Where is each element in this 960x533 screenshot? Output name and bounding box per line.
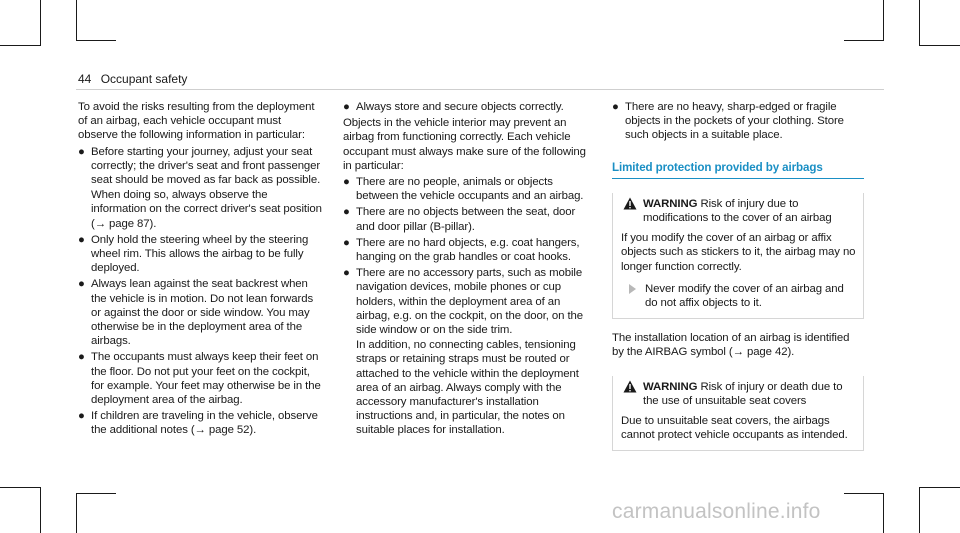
bullet-icon: ●: [78, 233, 85, 246]
bullet-list: [612, 100, 864, 143]
watermark: carmanualsonline.info: [612, 500, 821, 523]
bullet-icon: ●: [78, 278, 85, 291]
list-item: ● There are no people, animals or objects between the vehicle occupants and an airbag.: [343, 176, 584, 203]
body-paragraph: The installation location of an airbag is identified by the AIRBAG symbol (→ page 42).: [612, 332, 850, 359]
warning-box: [612, 193, 864, 319]
page-header: [78, 72, 187, 86]
list-item: ● Always lean against the seat backrest when the vehicle is in motion. Do not lean forwards or against the door or side window. You may otherwise be in the deployment area of the airbags.: [78, 278, 314, 348]
list-item: ● Before starting your journey, adjust your seat correctly; the driver's seat and front passenger seat should be moved as far back as possible. When doing so, always observe the information on the correct driver's seat position (→ page 87).: [78, 145, 322, 230]
list-item: ● There are no heavy, sharp-edged or fragile objects in the pockets of your clothing. Store such objects in a suitable place.: [612, 101, 844, 142]
list-item: ● Always store and secure objects correctly.: [343, 101, 564, 113]
intro-paragraph: To avoid the risks resulting from the deployment of an airbag, each vehicle occupant must observe the following information in particular:: [78, 101, 315, 142]
warning-box: [612, 376, 864, 452]
warning-triangle-icon: [623, 197, 637, 210]
warning-text: Due to unsuitable seat covers, the airbags cannot protect vehicle occupants as intended.: [621, 415, 848, 442]
bullet-icon: ●: [343, 236, 350, 249]
column-3: [612, 100, 864, 451]
bullet-list: [78, 145, 322, 438]
section-name: Occupant safety: [100, 72, 188, 86]
header-divider: [76, 89, 884, 90]
warning-headline: Risk of injury or death due to the use of unsuitable seat covers: [643, 380, 843, 407]
list-item: ● There are no hard objects, e.g. coat hangers, hanging on the grab handles or coat hooks.: [343, 236, 580, 264]
play-arrow-icon: [629, 284, 636, 294]
warning-triangle-icon: [623, 380, 637, 393]
bullet-list: [343, 175, 587, 438]
list-item: ● The occupants must always keep their feet on the floor. Do not put your feet on the cockpit, for example. Your feet may otherwise be in the deployment area of the airbag.: [78, 351, 321, 407]
bullet-list: [343, 100, 587, 114]
list-item: ● There are no objects between the seat, door and door pillar (B-pillar).: [343, 206, 576, 233]
warning-label: WARNING: [643, 197, 698, 210]
warning-header: [621, 193, 857, 225]
list-item-note: When doing so, always observe the information on the correct driver's seat position (→ page 87).: [91, 189, 322, 230]
warning-text: If you modify the cover of an airbag or affix objects such as stickers to it, the airbag may no longer function correctly.: [621, 232, 856, 273]
warning-note: Never modify the cover of an airbag and do not affix objects to it.: [621, 282, 857, 310]
page-number: 44: [78, 72, 92, 86]
bullet-icon: ●: [78, 410, 85, 423]
list-item: ● Only hold the steering wheel by the steering wheel rim. This allows the airbag to be fully deployed.: [78, 233, 309, 275]
column-2: [343, 100, 587, 440]
bullet-icon: ●: [343, 267, 350, 280]
bullet-icon: ●: [343, 176, 350, 189]
warning-header: [621, 376, 857, 408]
bullet-icon: ●: [78, 351, 85, 364]
bullet-icon: ●: [612, 101, 619, 113]
section-title: Limited protection provided by airbags: [612, 161, 864, 179]
bullet-icon: ●: [343, 206, 350, 219]
list-item: ● If children are traveling in the vehicle, observe the additional notes (→ page 52).: [78, 410, 318, 437]
bullet-icon: ●: [343, 101, 350, 113]
column-1: [78, 100, 322, 440]
list-item-note: In addition, no connecting cables, tensioning straps or retaining straps must be routed or attached to the vehicle within the deployment area of an airbag. Always comply with the accessory manufacturer's installation instructions and, in particular, the notes on suitable places for installation.: [356, 339, 579, 437]
warning-label: WARNING: [643, 380, 698, 393]
warning-headline: Risk of injury due to modifications to the cover of an airbag: [643, 197, 832, 225]
list-item: ● There are no accessory parts, such as mobile navigation devices, mobile phones or cup holders, within the deployment area of an airbag, e.g. on the cockpit, on the door, on the side window or on the side trim. In addition, no connecting cables, tensioning straps or retaining straps must be routed or attached to the vehicle within the deployment area of an airbag. Always comply with the accessory manufacturer's installation instructions and, in particular, the notes on suitable places for installation.: [343, 266, 587, 437]
body-paragraph: Objects in the vehicle interior may prevent an airbag from functioning correctly. Each vehicle occupant must always make sure of the following in particular:: [343, 117, 586, 172]
bullet-icon: ●: [78, 145, 85, 158]
